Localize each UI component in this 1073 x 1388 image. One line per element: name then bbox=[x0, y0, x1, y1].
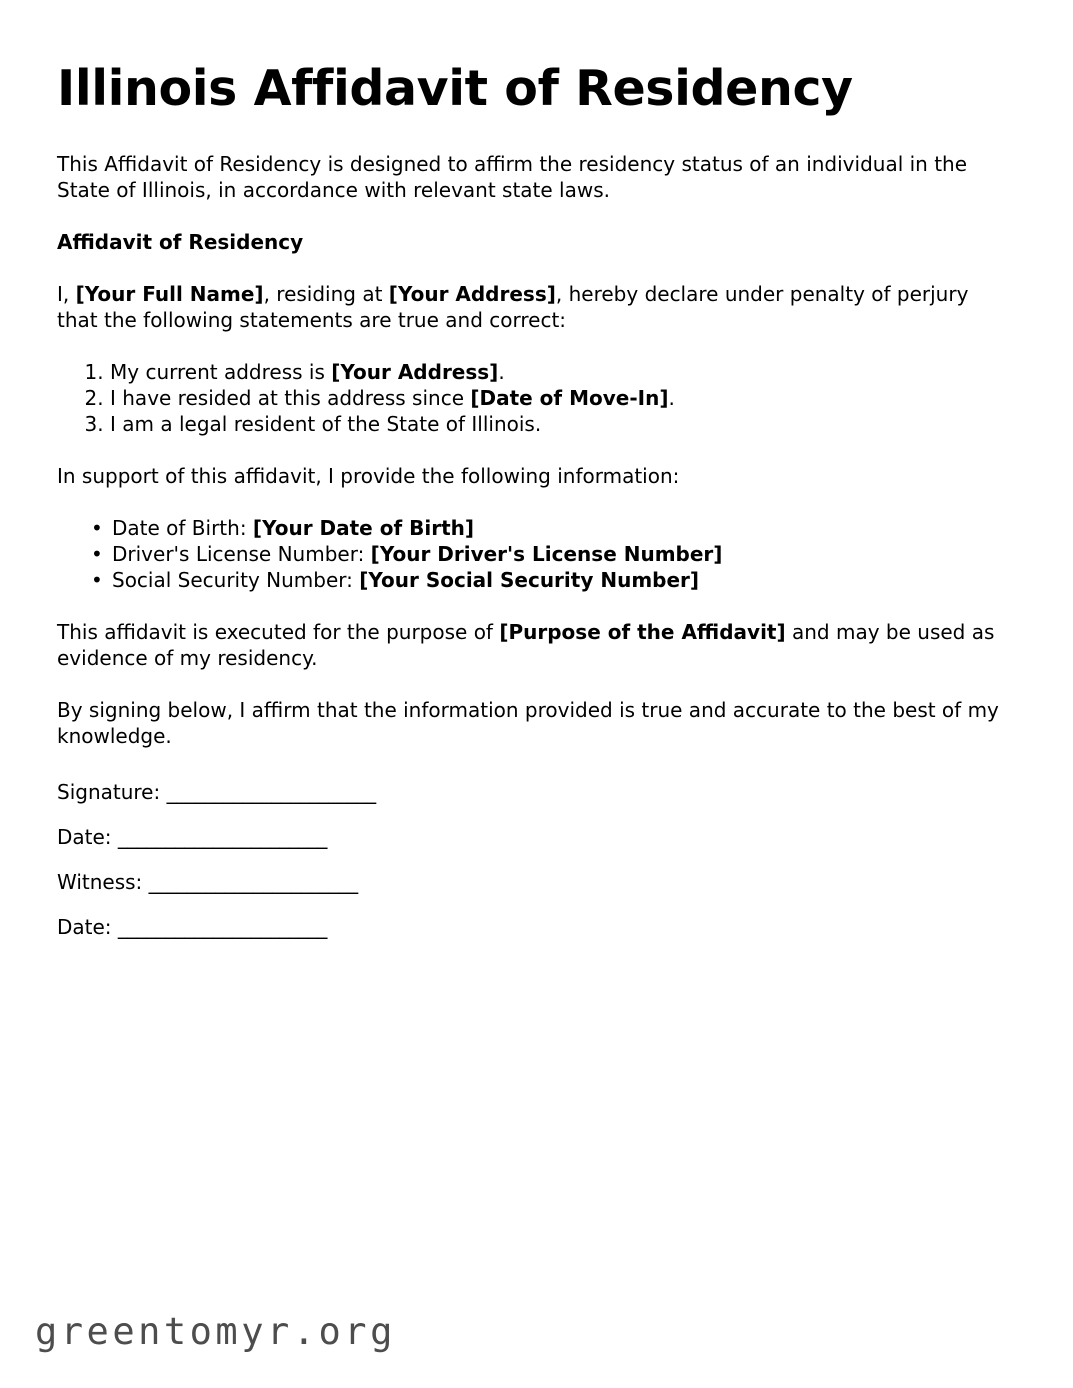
purpose-part-2: and may be used as evidence of my residency. bbox=[57, 619, 995, 670]
witness-field-row bbox=[57, 869, 1005, 895]
document-body bbox=[57, 62, 1005, 959]
placeholder-date-of-birth: [Your Date of Birth] bbox=[252, 515, 475, 540]
signature-date-label: Date: bbox=[57, 824, 118, 849]
witness-date-field-row bbox=[57, 914, 1005, 940]
affirmation-paragraph: By signing below, I affirm that the information provided is true and accurate to the best of my knowledge. bbox=[57, 697, 999, 748]
list-item bbox=[110, 411, 1005, 437]
witness-rule[interactable]: ______________________ bbox=[148, 869, 358, 894]
witness-date-rule[interactable]: ______________________ bbox=[117, 914, 327, 939]
statement-2-suffix: . bbox=[668, 385, 675, 410]
placeholder-drivers-license: [Your Driver's License Number] bbox=[370, 541, 723, 566]
signature-block bbox=[57, 779, 1005, 940]
statement-3-prefix: I am a legal resident of the State of Illinois. bbox=[110, 411, 542, 436]
bullet-1-label: Date of Birth: bbox=[112, 515, 253, 540]
signature-label: Signature: bbox=[57, 779, 167, 804]
statement-2-prefix: I have resided at this address since bbox=[110, 385, 471, 410]
list-item bbox=[110, 385, 1005, 411]
placeholder-full-name: [Your Full Name] bbox=[75, 281, 264, 306]
declaration-part-2: , residing at bbox=[263, 281, 389, 306]
list-item bbox=[112, 541, 1005, 567]
signature-rule[interactable]: ______________________ bbox=[166, 779, 376, 804]
signature-date-field-row bbox=[57, 824, 1005, 850]
signature-date-rule[interactable]: ______________________ bbox=[117, 824, 327, 849]
list-item bbox=[112, 567, 1005, 593]
statement-1-prefix: My current address is bbox=[110, 359, 332, 384]
signature-field-row bbox=[57, 779, 1005, 805]
placeholder-social-security: [Your Social Security Number] bbox=[359, 567, 700, 592]
placeholder-move-in-date: [Date of Move-In] bbox=[470, 385, 669, 410]
statements-list bbox=[57, 359, 1005, 437]
section-heading: Affidavit of Residency bbox=[57, 229, 304, 254]
declaration-part-1: I, bbox=[57, 281, 76, 306]
placeholder-address-2: [Your Address] bbox=[331, 359, 499, 384]
bullet-2-label: Driver's License Number: bbox=[112, 541, 371, 566]
support-paragraph: In support of this affidavit, I provide the following information: bbox=[57, 463, 680, 488]
bullet-3-label: Social Security Number: bbox=[112, 567, 360, 592]
statement-1-suffix: . bbox=[498, 359, 505, 384]
placeholder-address-1: [Your Address] bbox=[388, 281, 556, 306]
information-list bbox=[57, 515, 1005, 593]
declaration-part-3: , hereby declare under penalty of perjury that the following statements are true and correct: bbox=[57, 281, 969, 332]
intro-paragraph: This Affidavit of Residency is designed to affirm the residency status of an individual in the State of Illinois, in accordance with relevant state laws. bbox=[57, 151, 968, 202]
witness-date-label: Date: bbox=[57, 914, 118, 939]
purpose-part-1: This affidavit is executed for the purpose of bbox=[57, 619, 500, 644]
purpose-paragraph bbox=[57, 619, 1005, 671]
list-item bbox=[112, 515, 1005, 541]
list-item bbox=[110, 359, 1005, 385]
declaration-paragraph bbox=[57, 281, 1005, 333]
placeholder-purpose: [Purpose of the Affidavit] bbox=[499, 619, 786, 644]
footer-watermark: greentomyr.org bbox=[35, 1310, 396, 1353]
witness-label: Witness: bbox=[57, 869, 149, 894]
page-title: Illinois Affidavit of Residency bbox=[57, 60, 853, 117]
